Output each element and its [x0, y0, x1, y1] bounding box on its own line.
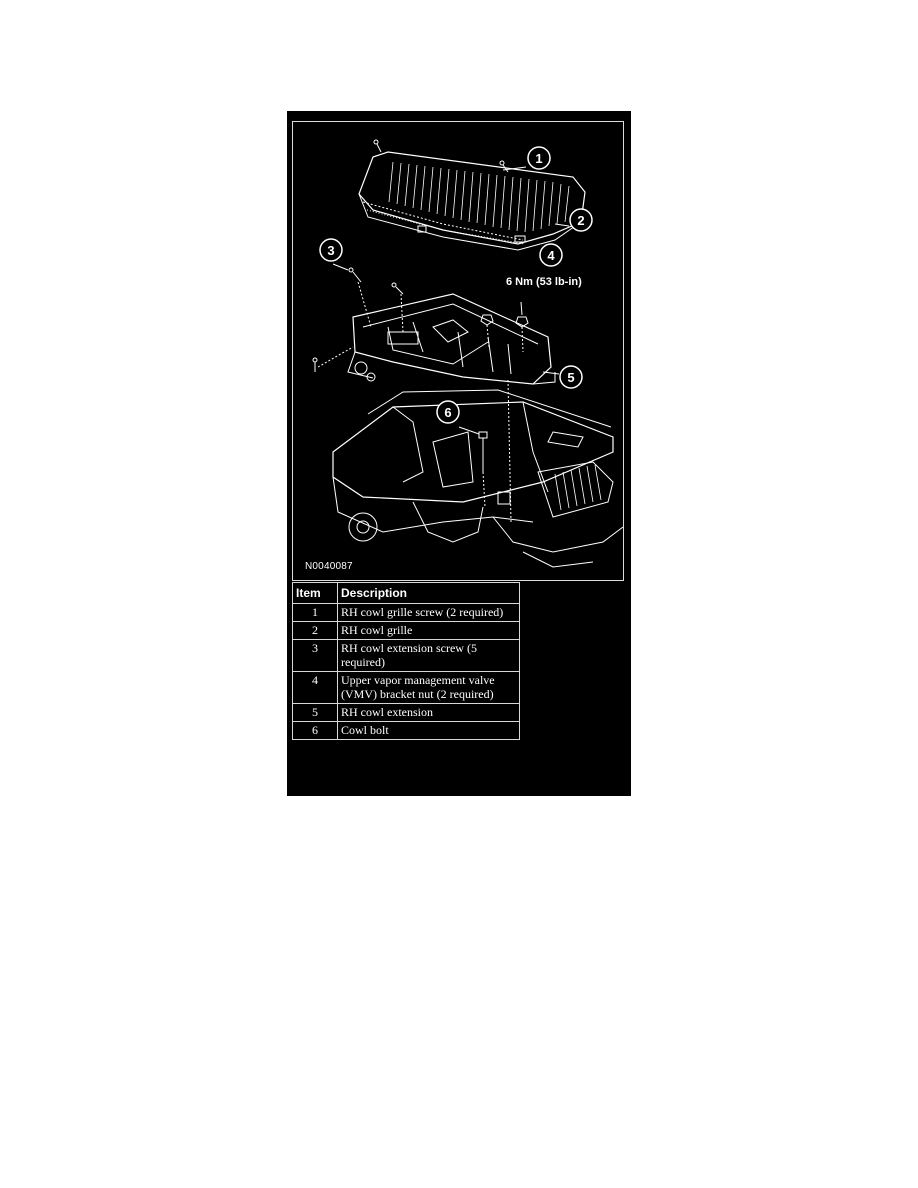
table-row [293, 672, 520, 704]
table-row [293, 722, 520, 740]
legend-item-number: 4 [293, 672, 338, 704]
torque-spec-label: 6 Nm (53 lb-in) [506, 276, 582, 288]
legend-item-number: 1 [293, 604, 338, 622]
cowl-grille-part [359, 140, 585, 250]
callout-3 [320, 239, 342, 261]
cowl-illustration [292, 121, 624, 581]
callout-6 [437, 401, 459, 423]
legend-header-description: Description [338, 583, 520, 604]
svg-text:2: 2 [577, 213, 585, 228]
legend-item-description: Cowl bolt [338, 722, 520, 740]
legend-header-item: Item [293, 583, 338, 604]
svg-text:6: 6 [444, 405, 452, 420]
callout-2 [570, 209, 592, 231]
svg-text:4: 4 [547, 248, 555, 263]
legend-table [292, 582, 520, 740]
svg-text:1: 1 [535, 151, 543, 166]
legend-item-description: RH cowl grille [338, 622, 520, 640]
legend-item-number: 5 [293, 704, 338, 722]
legend-item-number: 2 [293, 622, 338, 640]
legend-item-description: RH cowl grille screw (2 required) [338, 604, 520, 622]
figure-panel [287, 111, 631, 796]
exploded-view-drawing [293, 122, 623, 580]
table-row [293, 604, 520, 622]
svg-text:3: 3 [327, 243, 335, 258]
legend-item-number: 6 [293, 722, 338, 740]
table-row [293, 704, 520, 722]
svg-text:5: 5 [567, 370, 575, 385]
illustration-code: N0040087 [305, 561, 353, 572]
legend-item-description: RH cowl extension screw (5 required) [338, 640, 520, 672]
table-row [293, 640, 520, 672]
legend-item-description: Upper vapor management valve (VMV) bracket nut (2 required) [338, 672, 520, 704]
cowl-body-panel [333, 380, 623, 567]
legend-item-number: 3 [293, 640, 338, 672]
callout-4 [540, 244, 562, 266]
callout-5 [560, 366, 582, 388]
table-row [293, 622, 520, 640]
callout-1 [528, 147, 550, 169]
legend-item-description: RH cowl extension [338, 704, 520, 722]
legend-header-row [293, 583, 520, 604]
